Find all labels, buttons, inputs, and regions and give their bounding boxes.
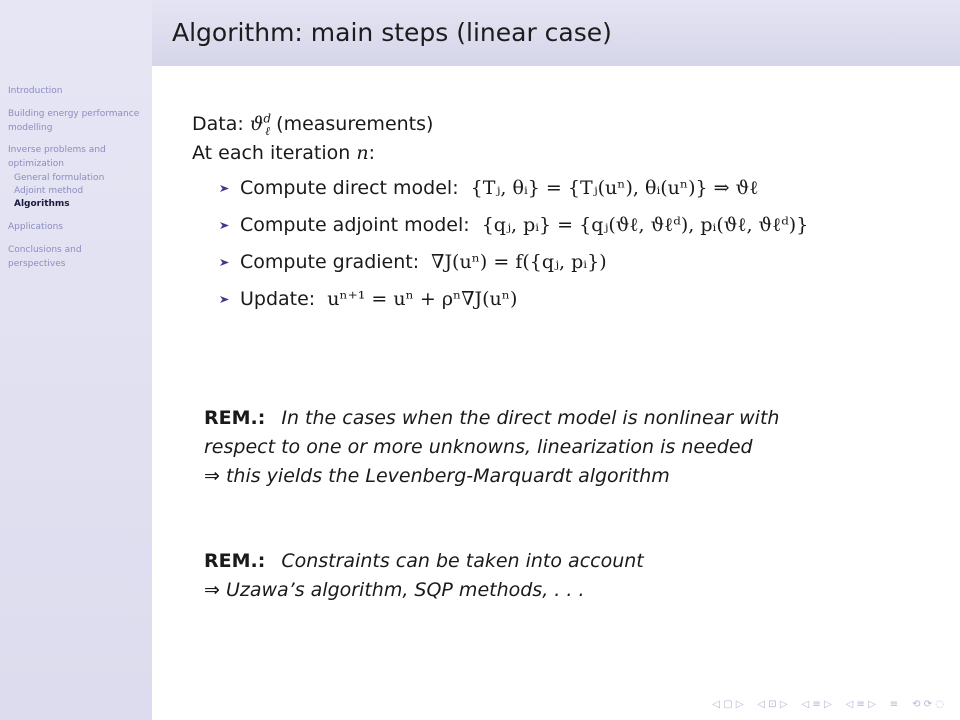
sidebar-subitem-algorithms[interactable]: Algorithms bbox=[14, 199, 70, 209]
iteration-var: n bbox=[356, 142, 369, 164]
remark-block-2 bbox=[204, 547, 904, 605]
remark-line: respect to one or more unknowns, linearization is needed bbox=[204, 436, 753, 458]
bullet-icon bbox=[220, 296, 229, 303]
bullet-icon bbox=[220, 222, 229, 229]
step-formula: {Tⱼ, θᵢ} = {Tⱼ(uⁿ), θᵢ(uⁿ)} ⇒ ϑℓ bbox=[470, 177, 759, 199]
data-symbol: $ϑ^d_\ell$ bbox=[249, 111, 272, 138]
sidebar bbox=[0, 0, 152, 720]
step-formula: {qⱼ, pᵢ} = {qⱼ(ϑℓ, ϑℓᵈ), pᵢ(ϑℓ, ϑℓᵈ)} bbox=[481, 214, 809, 236]
algorithm-steps bbox=[216, 170, 956, 318]
remark-line: ⇒ this yields the Levenberg-Marquardt algorithm bbox=[204, 465, 670, 487]
bullet-icon bbox=[220, 259, 229, 266]
frame-header bbox=[152, 0, 960, 66]
iteration-text: At each iteration bbox=[192, 142, 351, 164]
remark-text: In the cases when the direct model is nonlinear with bbox=[281, 407, 780, 429]
sidebar-item-conclusions[interactable]: Conclusions and perspectives bbox=[8, 245, 82, 269]
remark-label: REM.: bbox=[204, 407, 266, 429]
data-label: Data: bbox=[192, 113, 244, 135]
data-note: (measurements) bbox=[276, 113, 434, 135]
remark-text: Constraints can be taken into account bbox=[281, 550, 644, 572]
list-item bbox=[216, 170, 956, 207]
slide-body-intro bbox=[192, 110, 932, 168]
sidebar-item-applications[interactable]: Applications bbox=[8, 222, 63, 232]
sidebar-nav bbox=[8, 84, 148, 271]
step-label: Update: bbox=[240, 288, 316, 310]
bullet-icon bbox=[220, 185, 229, 192]
remark-label: REM.: bbox=[204, 550, 266, 572]
step-formula: ∇J(uⁿ) = f({qⱼ, pᵢ}) bbox=[431, 251, 607, 273]
sidebar-item-inverse-problems[interactable]: Inverse problems and optimization bbox=[8, 145, 106, 169]
remark-line bbox=[204, 404, 904, 433]
nav-document-icon[interactable]: ◁ ≡ ▷ bbox=[845, 698, 876, 710]
step-formula: uⁿ⁺¹ = uⁿ + ρⁿ∇J(uⁿ) bbox=[327, 288, 518, 310]
iteration-line bbox=[192, 139, 932, 168]
iteration-colon: : bbox=[368, 142, 375, 164]
remark-block-1 bbox=[204, 404, 904, 491]
remark-line bbox=[204, 547, 904, 576]
beamer-navigation bbox=[712, 696, 944, 712]
sidebar-item-introduction[interactable]: Introduction bbox=[8, 86, 63, 96]
nav-section-icon[interactable]: ◁ ≡ ▷ bbox=[801, 698, 832, 710]
sidebar-item-building-energy[interactable]: Building energy performance modelling bbox=[8, 109, 140, 133]
nav-appendix-icon[interactable]: ≡ bbox=[889, 698, 899, 710]
page-title: Algorithm: main steps (linear case) bbox=[172, 18, 612, 47]
list-item bbox=[216, 244, 956, 281]
step-label: Compute direct model: bbox=[240, 177, 459, 199]
step-label: Compute gradient: bbox=[240, 251, 420, 273]
remark-line: ⇒ Uzawa’s algorithm, SQP methods, . . . bbox=[204, 579, 585, 601]
data-line bbox=[192, 110, 932, 139]
nav-frame-icon[interactable]: ◁ ▢ ▷ bbox=[712, 698, 744, 710]
nav-subsection-icon[interactable]: ◁ ⊡ ▷ bbox=[757, 698, 788, 710]
nav-search-icon[interactable]: ⟲ ⟳ ◌ bbox=[912, 698, 944, 710]
step-label: Compute adjoint model: bbox=[240, 214, 470, 236]
list-item bbox=[216, 281, 956, 318]
sidebar-subitem-adjoint-method[interactable]: Adjoint method bbox=[14, 186, 84, 196]
list-item bbox=[216, 207, 956, 244]
sidebar-subitem-general-formulation[interactable]: General formulation bbox=[14, 173, 105, 183]
